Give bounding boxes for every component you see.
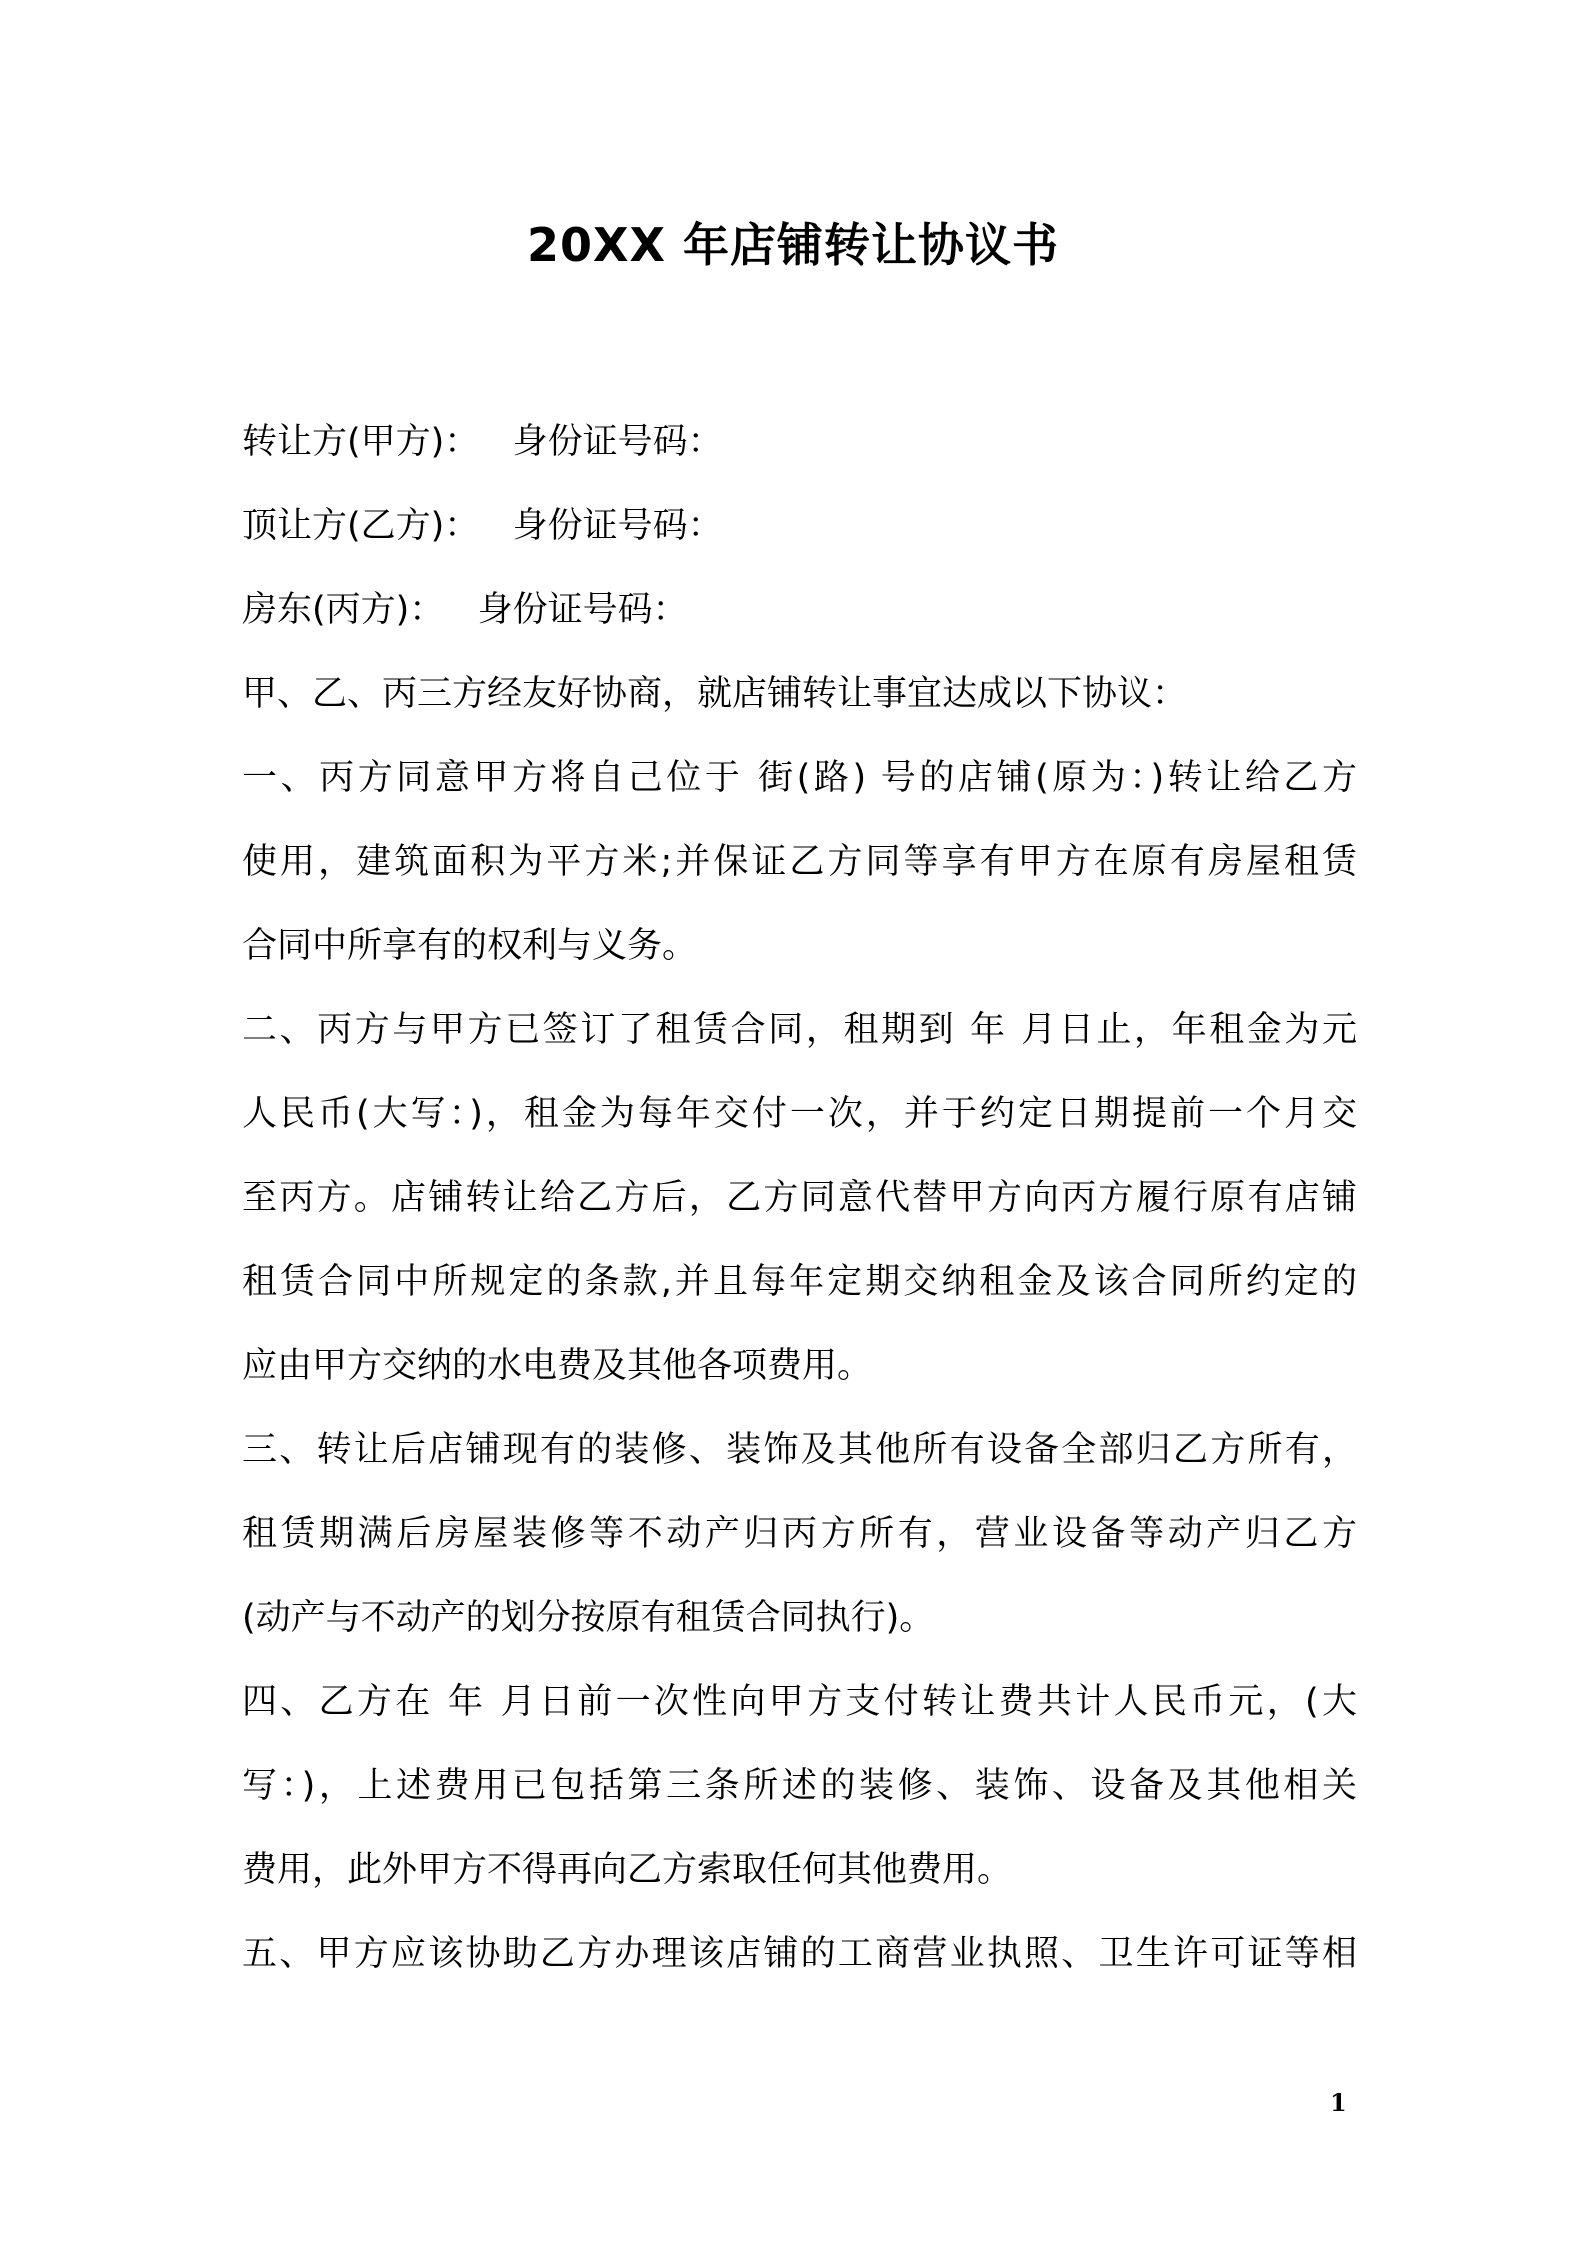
paragraph-line: 至丙方。店铺转让给乙方后，乙方同意代替甲方向丙方履行原有店铺 xyxy=(242,1178,1357,1218)
page-number: 1 xyxy=(1330,2088,1347,2117)
paragraph-line: 租赁合同中所规定的条款,并且每年定期交纳租金及该合同所约定的 xyxy=(242,1262,1357,1302)
paragraph-line: 四、乙方在 年 月日前一次性向甲方支付转让费共计人民币元，(大 xyxy=(242,1682,1357,1722)
paragraph-line: (动产与不动产的划分按原有租赁合同执行)。 xyxy=(242,1598,935,1638)
paragraph-line: 合同中所享有的权利与义务。 xyxy=(242,926,698,966)
paragraph-line: 三、转让后店铺现有的装修、装饰及其他所有设备全部归乙方所有， xyxy=(242,1430,1357,1470)
paragraph-line: 一、丙方同意甲方将自己位于 街(路) 号的店铺(原为：)转让给乙方 xyxy=(242,758,1357,798)
paragraph-line: 房东(丙方)： 身份证号码： xyxy=(242,590,688,630)
paragraph-line: 五、甲方应该协助乙方办理该店铺的工商营业执照、卫生许可证等相 xyxy=(242,1934,1357,1974)
paragraph-line: 顶让方(乙方)： 身份证号码： xyxy=(242,506,723,546)
paragraph-line: 应由甲方交纳的水电费及其他各项费用。 xyxy=(242,1346,873,1386)
paragraph-line: 费用，此外甲方不得再向乙方索取任何其他费用。 xyxy=(242,1850,1013,1890)
paragraph-line: 人民币(大写：)，租金为每年交付一次，并于约定日期提前一个月交 xyxy=(242,1094,1357,1134)
paragraph-line: 使用，建筑面积为平方米;并保证乙方同等享有甲方在原有房屋租赁 xyxy=(242,842,1357,882)
paragraph-line: 租赁期满后房屋装修等不动产归丙方所有，营业设备等动产归乙方 xyxy=(242,1514,1357,1554)
document-title: 20XX 年店铺转让协议书 xyxy=(527,218,1059,272)
paragraph-line: 二、丙方与甲方已签订了租赁合同，租期到 年 月日止，年租金为元 xyxy=(242,1010,1357,1050)
paragraph-line: 转让方(甲方)： 身份证号码： xyxy=(242,422,723,462)
paragraph-line: 写：)，上述费用已包括第三条所述的装修、装饰、设备及其他相关 xyxy=(242,1766,1357,1806)
document-body xyxy=(242,400,1357,1996)
paragraph-line: 甲、乙、丙三方经友好协商，就店铺转让事宜达成以下协议： xyxy=(242,674,1188,714)
